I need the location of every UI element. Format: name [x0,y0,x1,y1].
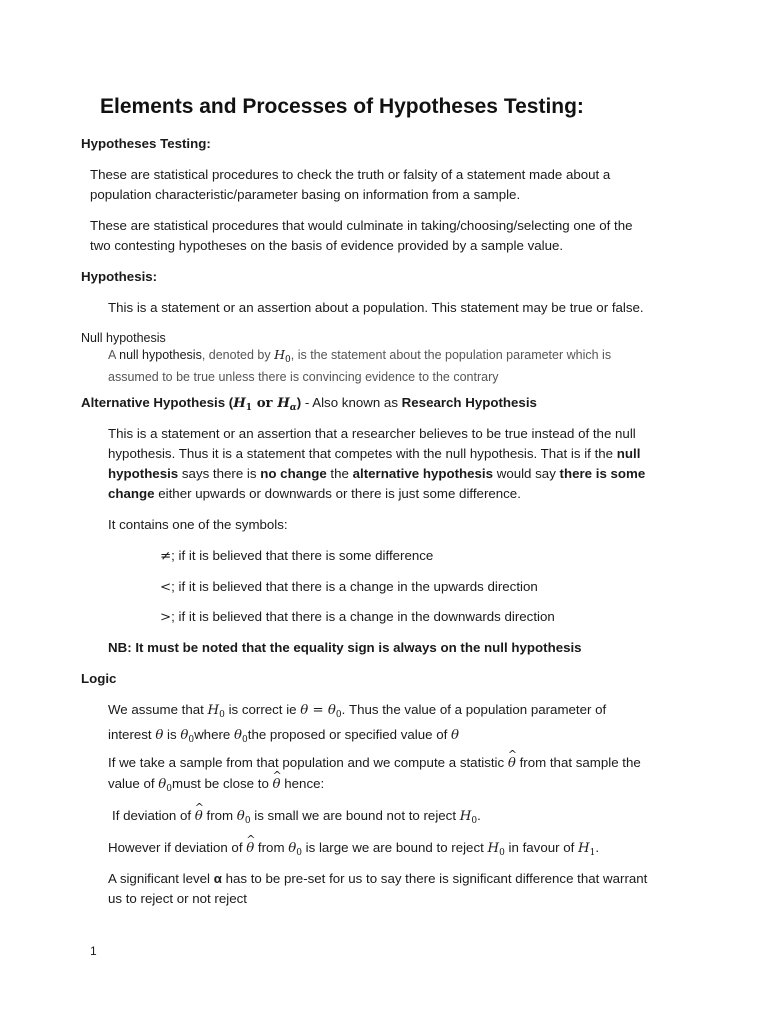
text-line [108,444,645,464]
math-subscript: 0 [166,784,173,794]
text-run: must be close to [172,776,273,791]
text-run: ) [296,395,302,410]
theta-symbol: θ [155,728,164,743]
text-run: there is some [559,466,646,481]
theta-symbol: θ [234,728,243,743]
text-line: These are statistical procedures that would culminate in taking/choosing/selecting one of the [90,218,633,233]
page-number: 1 [90,944,97,958]
logic-small-deviation: If deviation of ^ θ from $\theta_0$ is small we are bound not to reject $H_0$. [112,806,481,831]
theta-symbol: θ [236,809,245,824]
text-run: alternative hypothesis [352,466,494,481]
math-subscript: α [289,403,297,413]
math-subscript: 0 [219,710,225,720]
text-run: - Also known as [301,395,402,410]
text-line: assumed to be true unless there is convincing evidence to the contrary [108,370,499,384]
text-line: population characteristic/parameter basing on information from a sample. [90,187,521,202]
text-line [108,869,647,889]
alternative-hypothesis-heading [81,393,537,418]
text-run: Research Hypothesis [401,395,537,410]
alpha-symbol: α [213,871,222,886]
text-run: null [616,446,641,461]
text-run: A [108,348,120,362]
text-run: would say [493,466,560,481]
text-run: in favour of [504,840,579,855]
not-equal-symbol: ≠ [160,549,172,564]
greater-than-symbol: > [160,610,172,625]
math-subscript: 0 [188,735,195,745]
text-line [108,774,641,799]
text-run: ; if it is believed that there is a change in the upwards direction [171,579,538,594]
significance-level-paragraph [108,869,647,909]
text-run: If we take a sample from that population and we compute a statistic [108,755,508,770]
symbol-greater-than-item [160,607,555,628]
text-run: . Thus the value of a population parameter of [341,702,607,717]
text-run: the proposed or specified value of [247,727,452,742]
math-subscript: 0 [335,710,342,720]
theta-hat-symbol: ^ θ [246,839,254,859]
theta-symbol: θ [158,777,167,792]
null-hypothesis-heading: Null hypothesis [81,331,166,345]
text-run: no change [260,466,327,481]
math-subscript: 0 [244,816,251,826]
text-run: from [202,808,237,823]
null-hypothesis-definition [108,346,611,386]
text-run: , denoted by [201,348,275,362]
hypotheses-testing-heading: Hypotheses Testing: [81,136,211,151]
text-run: hypothesis. Thus it is a statement that competes with the null hypothesis. That is if the [108,446,617,461]
text-run: , is the statement about the population parameter which is [290,348,612,362]
math-subscript: 0 [471,816,478,826]
text-run: is large we are bound to reject [301,840,488,855]
text-line [108,700,606,725]
theta-symbol: θ [288,841,297,856]
text-run: ; if it is believed that there is a change in the downwards direction [171,609,555,624]
text-run: either upwards or downwards or there is just some difference. [154,486,521,501]
text-line: This is a statement or an assertion that a researcher believes to be true instead of the null [108,426,636,441]
text-run: from that sample the [515,755,641,770]
theta-hat-symbol: ^ θ [195,807,203,827]
text-line: These are statistical procedures to check the truth or falsity of a statement made about a [90,167,611,182]
math-subscript: 1 [589,848,596,858]
math-subscript: 0 [285,355,291,365]
math-symbol: H [578,841,590,856]
math-symbol: H [277,396,290,411]
less-than-symbol: < [160,580,172,595]
text-run: the [326,466,353,481]
text-run: says there is [178,466,261,481]
logic-paragraph-2 [108,753,641,799]
text-line: us to reject or not reject [108,891,247,906]
text-run: or [252,396,278,411]
symbols-intro: It contains one of the symbols: [108,517,288,532]
math-symbol: H [207,703,220,718]
text-run: hence: [280,776,325,791]
text-run: is [163,727,181,742]
text-run: is small we are bound not to reject [250,808,460,823]
theta-hat-symbol: ^ θ [508,754,516,774]
page-title: Elements and Processes of Hypotheses Testing: [100,95,584,118]
text-line [108,484,645,504]
text-run: ; if it is believed that there is some difference [171,548,434,563]
logic-heading: Logic [81,671,117,686]
text-line: two contesting hypotheses on the basis of evidence provided by a sample value. [90,238,564,253]
math-symbol: H [233,396,246,411]
logic-large-deviation: However if deviation of ^ θ from $\theta_0$ is large we are bound to reject $H_0$ in favour of $H_1$. [108,838,599,863]
math-subscript: 1 [245,403,253,413]
hypotheses-testing-paragraph-2 [90,216,633,256]
theta-hat-symbol: ^ θ [273,775,281,795]
text-line [108,464,645,484]
math-expression: θ = θ [300,703,336,718]
math-symbol: H [274,347,286,362]
text-run: where [194,727,234,742]
text-line [108,725,606,750]
text-run: However if deviation of [108,840,247,855]
hypothesis-heading: Hypothesis: [81,269,158,284]
hypotheses-testing-paragraph-1 [90,165,610,205]
alternative-hypothesis-definition [108,424,645,504]
math-subscript: 0 [242,735,248,745]
math-subscript: 0 [499,848,505,858]
text-line [108,753,641,774]
text-line [108,346,611,369]
text-run: is correct ie [224,702,301,717]
theta-symbol: θ [180,728,189,743]
text-run: If deviation of [112,808,195,823]
math-subscript: 0 [296,848,302,858]
text-run: Alternative Hypothesis ( [81,395,234,410]
text-run: value of [108,776,159,791]
logic-paragraph-1 [108,700,606,750]
math-symbol: H [459,809,472,824]
text-run: has to be pre-set for us to say there is significant difference that warrant [221,871,648,886]
null-hypothesis-term: null hypothesis [119,348,202,362]
symbol-less-than-item [160,577,538,598]
text-run: change [108,486,155,501]
theta-symbol: θ [451,728,460,743]
text-run: We assume that [108,702,208,717]
math-symbol: H [487,841,500,856]
symbol-not-equal-item [160,546,433,567]
text-run: hypothesis [108,466,179,481]
nb-note: NB: It must be noted that the equality sign is always on the null hypothesis [108,640,582,655]
hypothesis-definition: This is a statement or an assertion about a population. This statement may be true or false. [108,300,644,315]
text-run: from [254,840,289,855]
text-run: A significant level [108,871,214,886]
text-run: interest [108,727,156,742]
